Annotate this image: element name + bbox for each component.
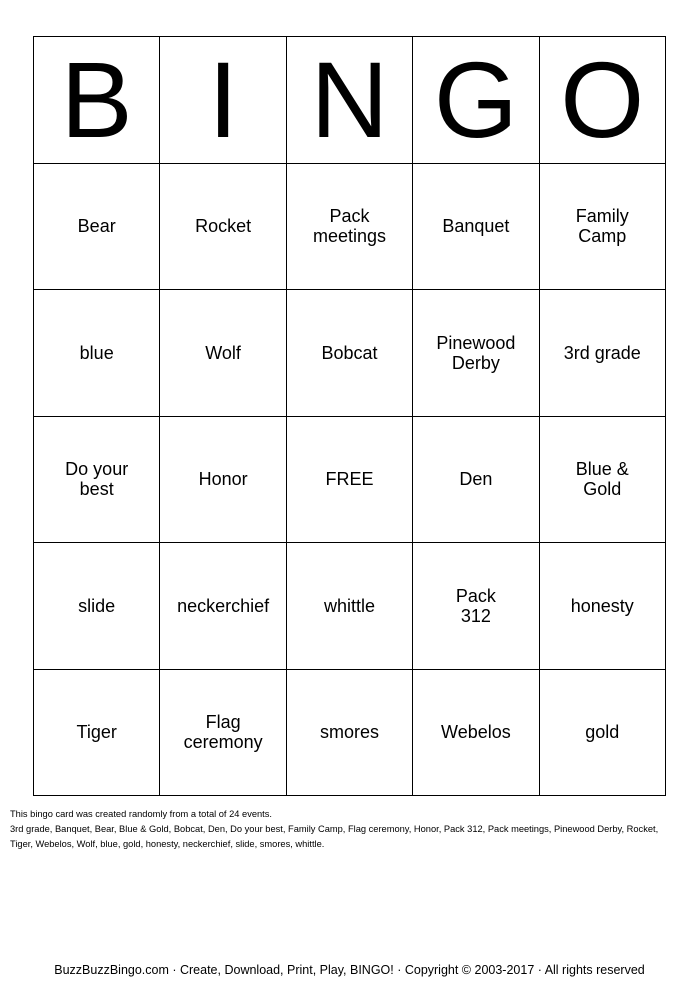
header-letter: G	[413, 37, 539, 164]
cell-label: neckerchief	[177, 595, 270, 616]
bingo-cell	[287, 290, 413, 417]
bingo-cell	[160, 290, 286, 417]
header-letter: N	[287, 37, 413, 164]
bingo-cell	[160, 164, 286, 291]
cell-label: slide	[78, 595, 116, 616]
description-line: Tiger, Webelos, Wolf, blue, gold, honesty, neckerchief, slide, smores, whittle.	[10, 839, 325, 849]
cell-label: Pack meetings	[312, 206, 387, 247]
bingo-cell	[540, 164, 666, 291]
bingo-card	[33, 36, 666, 796]
site-footer: BuzzBuzzBingo.com · Create, Download, Print, Play, BINGO! · Copyright © 2003-2017 · All rights reserved	[54, 963, 645, 977]
description-line: This bingo card was created randomly from a total of 24 events.	[10, 809, 272, 819]
bingo-cell	[413, 543, 539, 670]
header-letter: I	[160, 37, 286, 164]
bingo-cell	[413, 670, 539, 797]
description-line: 3rd grade, Banquet, Bear, Blue & Gold, Bobcat, Den, Do your best, Family Camp, Flag ceremony, Honor, Pack 312, Pack meetings, Pinewood Derby, Rocket,	[10, 824, 659, 834]
cell-label: Bear	[77, 216, 116, 237]
cell-label: smores	[319, 722, 379, 743]
cell-label: Honor	[198, 469, 248, 490]
cell-label: honesty	[570, 595, 634, 616]
cell-label: Do your best	[65, 459, 129, 500]
cell-label: Wolf	[205, 342, 241, 363]
cell-label: FREE	[325, 469, 374, 490]
cell-label: Blue & Gold	[575, 459, 629, 500]
bingo-cell	[34, 670, 160, 797]
cell-label: gold	[585, 722, 620, 743]
bingo-cell	[540, 417, 666, 544]
bingo-cell	[413, 164, 539, 291]
header-letter: B	[34, 37, 160, 164]
cell-label: Flag ceremony	[183, 712, 263, 753]
cell-label: Webelos	[441, 722, 511, 743]
bingo-cell	[413, 290, 539, 417]
bingo-cell	[540, 290, 666, 417]
bingo-cell	[160, 417, 286, 544]
bingo-cell	[160, 543, 286, 670]
bingo-cell	[287, 670, 413, 797]
card-description	[10, 807, 690, 852]
bingo-cell	[540, 543, 666, 670]
cell-label: blue	[79, 342, 114, 363]
cell-label: Family Camp	[575, 206, 629, 247]
bingo-cell	[413, 417, 539, 544]
cell-label: 3rd grade	[563, 342, 641, 363]
bingo-cell	[540, 670, 666, 797]
cell-label: Bobcat	[321, 342, 378, 363]
cell-label: whittle	[323, 595, 375, 616]
bingo-cell	[34, 543, 160, 670]
cell-label: Den	[459, 469, 493, 490]
cell-label: Tiger	[76, 722, 117, 743]
cell-label: Banquet	[442, 216, 510, 237]
cell-label: Rocket	[195, 216, 252, 237]
header-letter: O	[540, 37, 666, 164]
bingo-cell	[287, 543, 413, 670]
bingo-cell	[160, 670, 286, 797]
cell-label: Pinewood Derby	[436, 332, 516, 373]
bingo-cell	[34, 164, 160, 291]
bingo-cell	[34, 290, 160, 417]
bingo-cell	[287, 164, 413, 291]
cell-label: Pack 312	[455, 585, 496, 626]
free-space-cell	[287, 417, 413, 544]
bingo-cell	[34, 417, 160, 544]
